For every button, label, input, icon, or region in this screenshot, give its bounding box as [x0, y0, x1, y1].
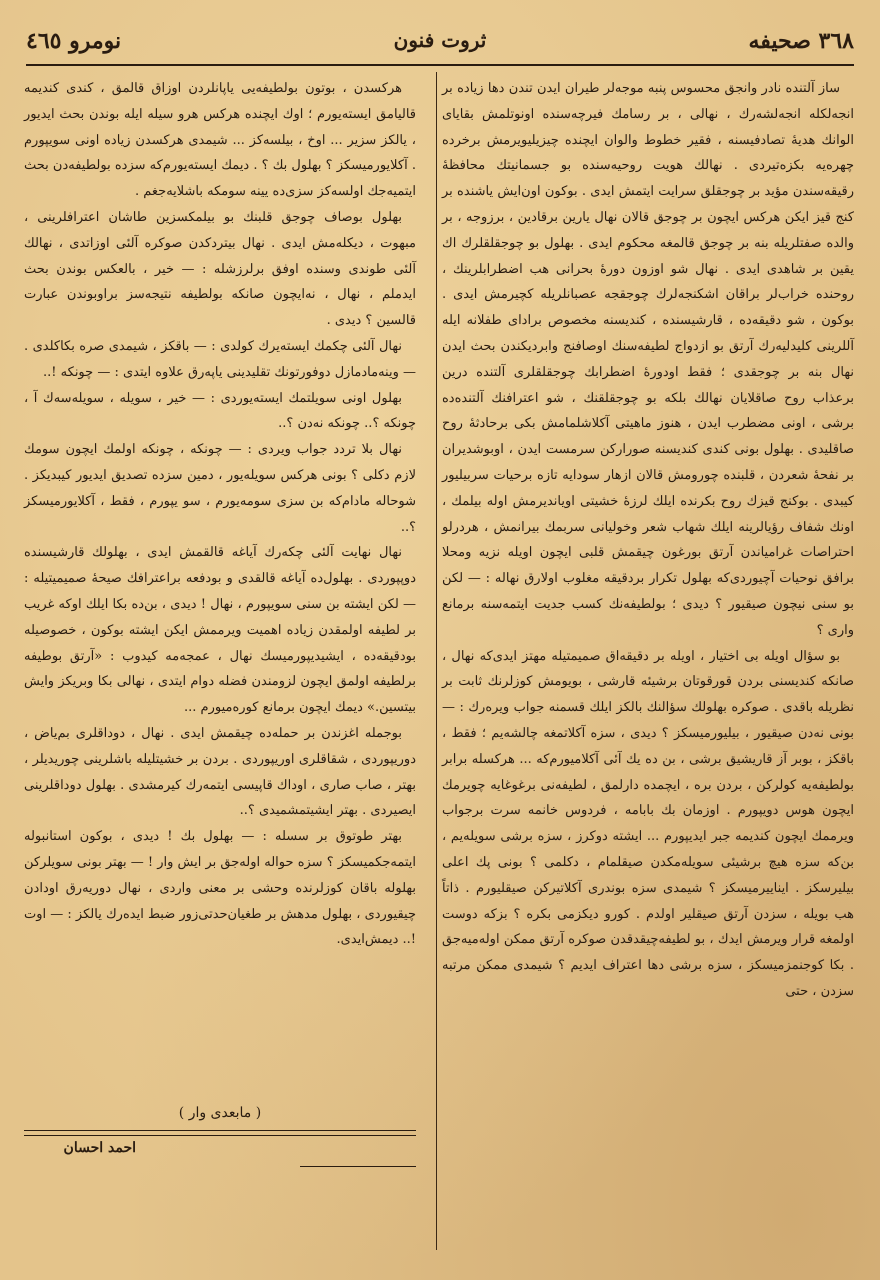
page-number-label: ٣٦٨ صحيفه: [748, 28, 854, 54]
paragraph: نهال نهایت آلئی چکه‌رك آیاغه قالقمش ایدی ، بهلولك قارشیسنده دوپپوردی . بهلول‌ده آیاغه قالقدی و بودفعه براعترافك صیحهٔ صمیمیتیله : — لکن ایشته بن سنی سویپورم ، نهال ! دیدی ، بن‌ده بکا ایلك اوکه غریب بر لطیفه اولمقدن زیاده اهمیت ویرممش ایکن ایشته بوکون ، خصوصیله بودقیقه‌ده ، ایشیدیپورمیسك نهال ، عمجه‌مه کیدوب : «آرتق بوطیفه برلطیفه اولمق ایچون لزومندن فضله دوام ایتدی ، نهالی بکا وبریکز وایش بیتسین.» دیمك ایچون برمانع کوره‌میورم ...: [24, 545, 416, 716]
paragraph: هرکسدن ، بوتون بولطیفه‌یی یاپانلردن اوزاق قالمق ، کندی کندیمه قالیامق ایسته‌یورم ؛ اوك ایچنده هرکس هرو سیله ایله بوندن بحث ایدیور ، یالکز سزیر ... اوخ ، بیلسه‌کز ... شیمدی هرکسدن زیاده اونی سویپورم . آکلایورمیسکز ؟ بهلول بك ؟ . دیمك ایسته‌یورم‌که سزده بولطیفه‌دن بحث ایتمیه‌جك اولسه‌کز سزی‌ده یینه سومکه باشلایه‌جغم .: [24, 81, 416, 200]
header-rule: [26, 64, 854, 66]
paragraph: بو سؤال اویله بی اختیار ، اویله بر دقیقه‌اق صمیمتیله مهتز ایدی‌که نهال ، صانکه کندیسنی بردن قورقوتان برشیئه قارشی ، بویومش کوزلرنك ثابت بر نظریله باقدی . صوکره بهلولك سؤالنك بالکز ایلك قسمنه جواب ویره‌رك : — بونی نه‌دن صیقیور ، بیلیورمیسکز ؟ دیدی ، سزه آکلاتمغه چالشه‌یم ؛ فقط ، باقکز ، بوبر آز قاریشیق برشی ، بن ده یك آئی آکلامیورم‌که ... هرکسله برابر بولطیفه‌یه کولرکن ، بردن بره ، ایچمده دارلمق ، لطیفه‌نی برغوغایه چویرمك ایچون هوس دویپورم . اوزمان بك بابامه ، فردوس خانمه سرت برجواب ویرممك ایچون کندیمه جبر ایدیپورم ... ایشته دوکرز ، سزه برشی سویله‌یم ، بن‌که سزه هیچ برشیئی سویله‌مکدن صیقلمام ، دکلمی ؟ بونی پك اعلی بیلیرسکز . ایناییرمیسکز ؟ شیمدی سزه بوندری آکلاتیرکن صیقلیورم . ذاتاً هب بویله ، سزدن آرتق صیقلیر اولدم . کورو دیکزمی بکره ؟ بزکه دوست اولمغه قرار ویرمش ایدك ، بو لطیفه‌چیقدقدن صوکره آرتق ممکن اوله‌میه‌جق . بکا کوجنمزمیسکز ، سزه برشی دها اعتراف ایدیم ؟ شیمدی ممکن مرتبه سزدن ، حتی: [442, 648, 854, 999]
paragraph: بهلول اونی سویلتمك ایسته‌یوردی : — خیر ، سویله ، سویله‌سه‌ك آ ، چونکه ؟.. چونکه نه‌دن ؟..: [24, 390, 416, 432]
right-column: [442, 76, 854, 1005]
signature-rule: [300, 1166, 416, 1167]
column-divider: [436, 72, 437, 1250]
continued-note: ( مابعدی وار ): [178, 1105, 262, 1121]
author-signature: احمد احسان: [63, 1140, 136, 1156]
issue-number-label: نومرو ٤٦٥: [26, 28, 122, 54]
journal-title: ثروت فنون: [393, 28, 487, 52]
end-rule: [24, 1130, 416, 1136]
paragraph: ساز آلتنده نادر وانجق محسوس پنبه موجه‌لر طیران ایدن تندن دها زیاده بر انجه‌لکله انجه‌لشه‌رك ، نهالی ، بر رسامك فیرچه‌سنده اونوتلمش بقایای الوانك هدیهٔ تصادفیسنه ، فقیر خطوط والوان ایچنده چیزیلیویرمش برخرده چهره‌یه بکزه‌تیردی . نهالك هویت روحیه‌سنده بو جسمانیتك محافظهٔ رقیقه‌سندن مؤید بر چوجقلق سرایت ایتمش ایدی . بوکون اون‌ایش یاشنده بر کنج قیز ایکن هرکس ایچون بر چوجق قالان نهال یارین برقادین ، برزوجه ، بر والده صفتلریله بنه بر چوجق قالمغه محکوم ایدی . بهلول بو چوجقلقلرك اك یقین بر شاهدی ایدی . نهال شو اوزون دورهٔ بحرانی هب اضطرابلرینك ، روحنده خراب‌لر براقان اشکنجه‌لرك چوجقجه عصبانلریله کچیرمش ایدی . بوکون ، شو دقیقه‌ده ، قارشیسنده ، کندیسنه مخصوص برادای طفلانه ایله آللرینی کلیدلیه‌رك آرتق بو ازدواج لطیفه‌سنك اوصافنج وابردیکندن بحث ایدن نهال بنه بر چوجقدی ؛ فقط اودورهٔ اضطرابك چوجقلقلری آلتنده درین برعذاب روح صاقلایان نهالك بلکه بو چوجقلقنك ، شو اعترافنك آلتنده‌ده برشی ، اونی مضطرب ایدن ، هنوز ماهیتی آکلاشلمامش بکی برحادثهٔ روح صاقلیدی . بهلول بونی کندی کندیسنه صوراركن سرمست ایدن ، اوبوشدیران بر نفحهٔ شعردن ، قلبنده چورومش قالان ازهار سودایه تازه برحیات سربیلیور کیبدی . بوکنج قیزك روح بکرنده ایلك لرزهٔ خشیتی اویاندیرمش اوله بیلمك ، اونك شفاف رؤیالرینه ایلك شهاب شعر وخولیانی سربمك بیرانمش ، هردرلو احتراصات غرامیاندن آرتق بورغون چیقمش قلبی ایچون اویله نزیه ومحلا برافق نوحیات آچیوردی‌که بهلول تکرار بردقیقه مغلوب اولارق نهاله : — لکن بو سنی نیچون صیقیور ؟ دیدی ؛ بولطیفه‌نك کسب جدیت ایتمه‌سنه برمانع واری ؟: [442, 81, 854, 638]
paragraph: بهتر طوتوق بر سسله : — بهلول بك ! دیدی ، بوکون استانبوله ایتمه‌جکمیسکز ؟ سزه حواله اوله‌جق بر ایش وار ! — بهتر بونی سویلرکن بهلوله باقان کوزلرنده وحشی بر معنی واردی ، نهال دوریه‌رق اودادن چیقیوردی ، بهلول مدهش بر طغیان‌حدتی‌زور ضبط ایده‌رك یالکز : — اوت !.. دیمش‌ایدی.: [24, 829, 416, 948]
left-column: [24, 76, 416, 953]
paragraph: نهال آلئی چکمك ایسته‌یرك کولدی : — باقکز ، شیمدی صره بکاکلدی . — وینه‌مادمازل دوفورتونك تقلیدینی یاپه‌رق علاوه ایتدی : — چونکه !..: [24, 338, 416, 380]
paragraph: نهال بلا تردد جواب ویردی : — چونکه ، چونکه اولمك ایچون سومك لازم دکلی ؟ بونی هرکس سویله‌یور ، دمین سزده تصدیق ایدیور کیبدیکز . شوحاله مادام‌که بن سزی سومه‌یورم ، سو یپورم ، فقط ، آکلایورمیسکز ؟..: [24, 442, 416, 535]
paragraph: بهلول بوصاف چوجق قلبنك بو بیلمکسزین طاشان اعترافلرینی ، مبهوت ، دیکله‌مش ایدی . نهال بیتردکدن صوکره آلئی اوزاتدی ، نهالك آلئی طوندی وسنده اوفق برلرزشله : — خیر ، بالعکس بوندن بحث ایدملم ، نهال ، نه‌ایچون صانکه بولطیفه نتیجه‌سز براوبوندن عبارت قالسین ؟ دیدی .: [24, 209, 416, 329]
page-header: [26, 24, 854, 68]
paragraph: بوجمله اغزندن بر حمله‌ده چیقمش ایدی . نهال ، دوداقلری بم‌یاض ، دوریپوردی ، شقاقلری اوریپوردی . بردن بر خشیتلیله باشلرینی چوریدیلر ، بهتر ، صاب صاری ، اوداك قاپیسی ایتمه‌رك کیرمشدی . بهلول دوداقلرینی ایصیردی . بهتر ایشیتمشمیدی ؟..: [24, 725, 416, 819]
